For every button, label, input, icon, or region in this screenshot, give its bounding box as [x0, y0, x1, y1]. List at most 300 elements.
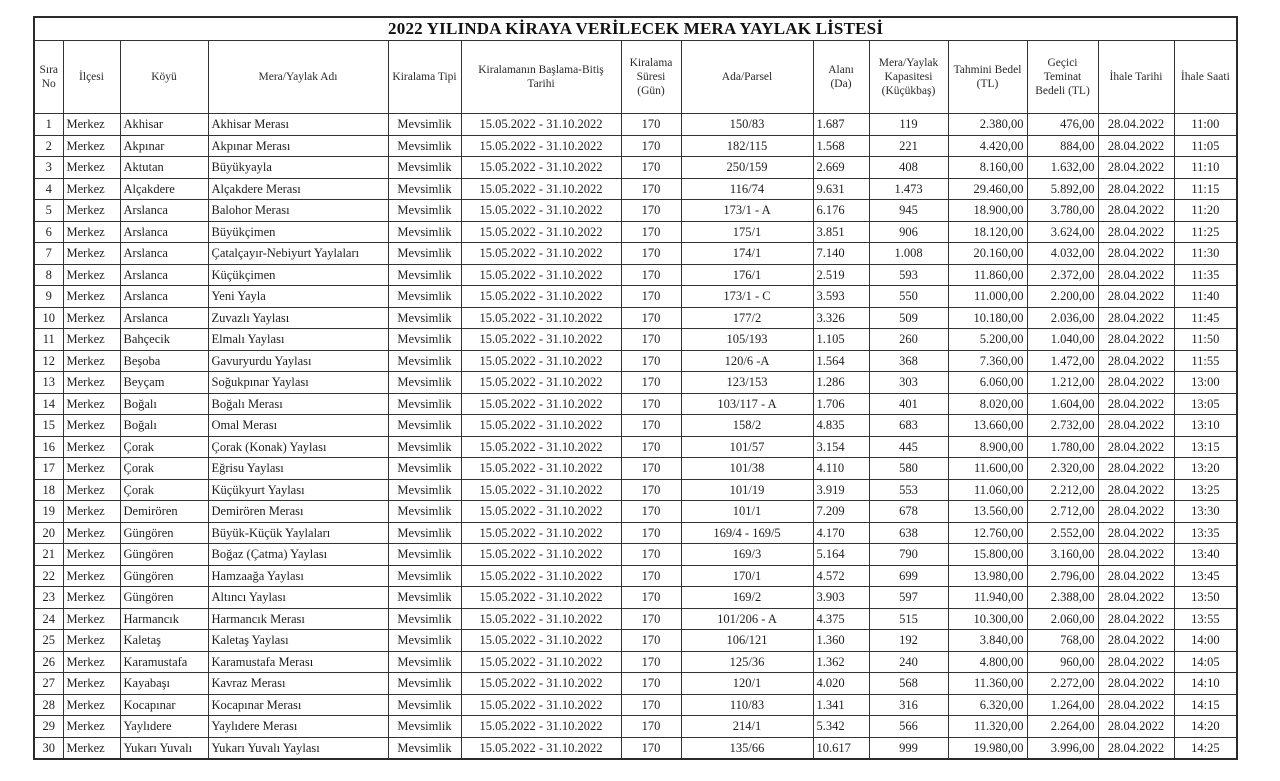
- cell-tarih-araligi: 15.05.2022 - 31.10.2022: [461, 651, 621, 673]
- cell-mera-adi: Akhisar Merası: [208, 114, 388, 136]
- cell-koyu: Beşoba: [120, 350, 208, 372]
- cell-kiralama-suresi: 170: [621, 178, 681, 200]
- cell-sira-no: 11: [34, 329, 63, 351]
- cell-kiralama-suresi: 170: [621, 415, 681, 437]
- table-row: [34, 307, 1237, 329]
- cell-ada-parsel: 120/6 -A: [681, 350, 813, 372]
- cell-ilcesi: Merkez: [63, 436, 120, 458]
- header-col-kiralama-suresi: Kiralama Süresi (Gün): [621, 41, 681, 114]
- cell-ihale-saati: 14:00: [1174, 630, 1237, 652]
- cell-mera-adi: Karamustafa Merası: [208, 651, 388, 673]
- cell-ihale-saati: 11:30: [1174, 243, 1237, 265]
- header-col-gecici-teminat: Geçici Teminat Bedeli (TL): [1027, 41, 1098, 114]
- cell-tarih-araligi: 15.05.2022 - 31.10.2022: [461, 716, 621, 738]
- cell-ihale-saati: 11:10: [1174, 157, 1237, 179]
- cell-tarih-araligi: 15.05.2022 - 31.10.2022: [461, 200, 621, 222]
- cell-sira-no: 19: [34, 501, 63, 523]
- cell-kapasite: 192: [869, 630, 948, 652]
- table-row: [34, 458, 1237, 480]
- cell-ilcesi: Merkez: [63, 350, 120, 372]
- table-row: [34, 694, 1237, 716]
- cell-ihale-tarihi: 28.04.2022: [1098, 393, 1174, 415]
- table-row: [34, 286, 1237, 308]
- cell-sira-no: 4: [34, 178, 63, 200]
- cell-alani: 3.903: [813, 587, 869, 609]
- cell-alani: 1.105: [813, 329, 869, 351]
- cell-mera-adi: Gavuryurdu Yaylası: [208, 350, 388, 372]
- cell-koyu: Arslanca: [120, 200, 208, 222]
- cell-ilcesi: Merkez: [63, 694, 120, 716]
- cell-tahmini-bedel: 10.300,00: [948, 608, 1027, 630]
- cell-ilcesi: Merkez: [63, 737, 120, 759]
- cell-sira-no: 21: [34, 544, 63, 566]
- cell-tahmini-bedel: 11.600,00: [948, 458, 1027, 480]
- cell-ada-parsel: 182/115: [681, 135, 813, 157]
- cell-ada-parsel: 101/57: [681, 436, 813, 458]
- cell-kiralama-suresi: 170: [621, 737, 681, 759]
- cell-tahmini-bedel: 13.660,00: [948, 415, 1027, 437]
- cell-gecici-teminat: 4.032,00: [1027, 243, 1098, 265]
- cell-sira-no: 14: [34, 393, 63, 415]
- cell-koyu: Alçakdere: [120, 178, 208, 200]
- cell-koyu: Güngören: [120, 565, 208, 587]
- cell-ada-parsel: 101/19: [681, 479, 813, 501]
- cell-alani: 3.593: [813, 286, 869, 308]
- cell-sira-no: 12: [34, 350, 63, 372]
- cell-ilcesi: Merkez: [63, 135, 120, 157]
- cell-ada-parsel: 150/83: [681, 114, 813, 136]
- cell-tahmini-bedel: 3.840,00: [948, 630, 1027, 652]
- cell-ihale-tarihi: 28.04.2022: [1098, 458, 1174, 480]
- cell-kapasite: 550: [869, 286, 948, 308]
- cell-sira-no: 22: [34, 565, 63, 587]
- cell-koyu: Çorak: [120, 458, 208, 480]
- cell-ihale-tarihi: 28.04.2022: [1098, 651, 1174, 673]
- cell-kiralama-tipi: Mevsimlik: [388, 243, 461, 265]
- cell-tarih-araligi: 15.05.2022 - 31.10.2022: [461, 393, 621, 415]
- cell-mera-adi: Yaylıdere Merası: [208, 716, 388, 738]
- header-col-koyu: Köyü: [120, 41, 208, 114]
- cell-ihale-saati: 14:15: [1174, 694, 1237, 716]
- cell-kiralama-tipi: Mevsimlik: [388, 544, 461, 566]
- cell-ihale-saati: 11:55: [1174, 350, 1237, 372]
- cell-ihale-saati: 13:00: [1174, 372, 1237, 394]
- cell-ihale-tarihi: 28.04.2022: [1098, 178, 1174, 200]
- cell-alani: 4.375: [813, 608, 869, 630]
- cell-gecici-teminat: 2.320,00: [1027, 458, 1098, 480]
- cell-gecici-teminat: 960,00: [1027, 651, 1098, 673]
- cell-ada-parsel: 110/83: [681, 694, 813, 716]
- header-col-ihale-saati: İhale Saati: [1174, 41, 1237, 114]
- cell-tarih-araligi: 15.05.2022 - 31.10.2022: [461, 694, 621, 716]
- cell-gecici-teminat: 1.472,00: [1027, 350, 1098, 372]
- cell-kiralama-tipi: Mevsimlik: [388, 329, 461, 351]
- cell-gecici-teminat: 1.780,00: [1027, 436, 1098, 458]
- cell-ada-parsel: 158/2: [681, 415, 813, 437]
- cell-mera-adi: Akpınar Merası: [208, 135, 388, 157]
- table-row: [34, 673, 1237, 695]
- header-col-kiralama-tipi: Kiralama Tipi: [388, 41, 461, 114]
- cell-ada-parsel: 120/1: [681, 673, 813, 695]
- cell-kiralama-tipi: Mevsimlik: [388, 458, 461, 480]
- cell-sira-no: 5: [34, 200, 63, 222]
- cell-ada-parsel: 170/1: [681, 565, 813, 587]
- cell-ihale-saati: 13:20: [1174, 458, 1237, 480]
- cell-mera-adi: Demirören Merası: [208, 501, 388, 523]
- cell-ada-parsel: 123/153: [681, 372, 813, 394]
- cell-tahmini-bedel: 7.360,00: [948, 350, 1027, 372]
- table-row: [34, 565, 1237, 587]
- cell-kiralama-suresi: 170: [621, 694, 681, 716]
- cell-mera-adi: Altıncı Yaylası: [208, 587, 388, 609]
- cell-alani: 1.687: [813, 114, 869, 136]
- cell-kapasite: 260: [869, 329, 948, 351]
- cell-ada-parsel: 116/74: [681, 178, 813, 200]
- cell-ihale-tarihi: 28.04.2022: [1098, 415, 1174, 437]
- cell-kiralama-suresi: 170: [621, 522, 681, 544]
- cell-kiralama-suresi: 170: [621, 630, 681, 652]
- cell-ihale-saati: 13:55: [1174, 608, 1237, 630]
- cell-mera-adi: Boğalı Merası: [208, 393, 388, 415]
- cell-alani: 1.362: [813, 651, 869, 673]
- cell-ilcesi: Merkez: [63, 587, 120, 609]
- cell-kiralama-suresi: 170: [621, 458, 681, 480]
- cell-tahmini-bedel: 8.900,00: [948, 436, 1027, 458]
- cell-kiralama-suresi: 170: [621, 501, 681, 523]
- cell-tarih-araligi: 15.05.2022 - 31.10.2022: [461, 436, 621, 458]
- table-row: [34, 350, 1237, 372]
- cell-ilcesi: Merkez: [63, 458, 120, 480]
- cell-kapasite: 597: [869, 587, 948, 609]
- cell-ada-parsel: 169/2: [681, 587, 813, 609]
- cell-gecici-teminat: 2.552,00: [1027, 522, 1098, 544]
- cell-ada-parsel: 177/2: [681, 307, 813, 329]
- cell-kiralama-suresi: 170: [621, 544, 681, 566]
- cell-kiralama-suresi: 170: [621, 221, 681, 243]
- cell-ihale-tarihi: 28.04.2022: [1098, 221, 1174, 243]
- table-row: [34, 716, 1237, 738]
- cell-alani: 3.326: [813, 307, 869, 329]
- cell-tarih-araligi: 15.05.2022 - 31.10.2022: [461, 587, 621, 609]
- cell-gecici-teminat: 3.624,00: [1027, 221, 1098, 243]
- cell-ihale-tarihi: 28.04.2022: [1098, 565, 1174, 587]
- cell-alani: 7.209: [813, 501, 869, 523]
- cell-kapasite: 553: [869, 479, 948, 501]
- table-body: [34, 114, 1237, 760]
- cell-ihale-saati: 13:10: [1174, 415, 1237, 437]
- cell-alani: 1.706: [813, 393, 869, 415]
- cell-tarih-araligi: 15.05.2022 - 31.10.2022: [461, 630, 621, 652]
- cell-kiralama-suresi: 170: [621, 307, 681, 329]
- cell-ada-parsel: 174/1: [681, 243, 813, 265]
- cell-kapasite: 408: [869, 157, 948, 179]
- cell-kiralama-tipi: Mevsimlik: [388, 651, 461, 673]
- cell-mera-adi: Çatalçayır-Nebiyurt Yaylaları: [208, 243, 388, 265]
- cell-koyu: Güngören: [120, 587, 208, 609]
- cell-alani: 1.564: [813, 350, 869, 372]
- cell-kiralama-tipi: Mevsimlik: [388, 716, 461, 738]
- cell-kiralama-suresi: 170: [621, 329, 681, 351]
- table-row: [34, 544, 1237, 566]
- cell-ada-parsel: 105/193: [681, 329, 813, 351]
- cell-kiralama-tipi: Mevsimlik: [388, 415, 461, 437]
- cell-mera-adi: Çorak (Konak) Yaylası: [208, 436, 388, 458]
- cell-ilcesi: Merkez: [63, 307, 120, 329]
- cell-tarih-araligi: 15.05.2022 - 31.10.2022: [461, 544, 621, 566]
- table-row: [34, 651, 1237, 673]
- cell-tahmini-bedel: 11.860,00: [948, 264, 1027, 286]
- cell-sira-no: 26: [34, 651, 63, 673]
- table-row: [34, 501, 1237, 523]
- table-row: [34, 135, 1237, 157]
- cell-ilcesi: Merkez: [63, 673, 120, 695]
- cell-kapasite: 999: [869, 737, 948, 759]
- cell-gecici-teminat: 476,00: [1027, 114, 1098, 136]
- cell-ihale-saati: 11:40: [1174, 286, 1237, 308]
- cell-gecici-teminat: 2.036,00: [1027, 307, 1098, 329]
- cell-kapasite: 593: [869, 264, 948, 286]
- cell-ihale-tarihi: 28.04.2022: [1098, 307, 1174, 329]
- cell-ilcesi: Merkez: [63, 608, 120, 630]
- cell-gecici-teminat: 2.264,00: [1027, 716, 1098, 738]
- cell-tarih-araligi: 15.05.2022 - 31.10.2022: [461, 415, 621, 437]
- table-row: [34, 372, 1237, 394]
- cell-tarih-araligi: 15.05.2022 - 31.10.2022: [461, 329, 621, 351]
- cell-koyu: Karamustafa: [120, 651, 208, 673]
- cell-koyu: Harmancık: [120, 608, 208, 630]
- cell-tarih-araligi: 15.05.2022 - 31.10.2022: [461, 673, 621, 695]
- cell-tarih-araligi: 15.05.2022 - 31.10.2022: [461, 221, 621, 243]
- cell-koyu: Akpınar: [120, 135, 208, 157]
- cell-ada-parsel: 103/117 - A: [681, 393, 813, 415]
- cell-alani: 5.164: [813, 544, 869, 566]
- cell-ihale-tarihi: 28.04.2022: [1098, 630, 1174, 652]
- cell-ihale-saati: 11:05: [1174, 135, 1237, 157]
- cell-mera-adi: Yukarı Yuvalı Yaylası: [208, 737, 388, 759]
- table-row: [34, 415, 1237, 437]
- table-row: [34, 221, 1237, 243]
- cell-sira-no: 10: [34, 307, 63, 329]
- table-row: [34, 436, 1237, 458]
- table-row: [34, 264, 1237, 286]
- cell-ihale-saati: 13:45: [1174, 565, 1237, 587]
- cell-kiralama-tipi: Mevsimlik: [388, 307, 461, 329]
- cell-tahmini-bedel: 18.900,00: [948, 200, 1027, 222]
- cell-alani: 3.851: [813, 221, 869, 243]
- cell-tarih-araligi: 15.05.2022 - 31.10.2022: [461, 135, 621, 157]
- cell-mera-adi: Balohor Merası: [208, 200, 388, 222]
- cell-kiralama-tipi: Mevsimlik: [388, 178, 461, 200]
- cell-ihale-saati: 13:40: [1174, 544, 1237, 566]
- cell-koyu: Bahçecik: [120, 329, 208, 351]
- cell-tarih-araligi: 15.05.2022 - 31.10.2022: [461, 501, 621, 523]
- header-col-tahmini-bedel: Tahmini Bedel (TL): [948, 41, 1027, 114]
- cell-ihale-tarihi: 28.04.2022: [1098, 200, 1174, 222]
- cell-gecici-teminat: 2.200,00: [1027, 286, 1098, 308]
- cell-alani: 3.154: [813, 436, 869, 458]
- cell-gecici-teminat: 3.160,00: [1027, 544, 1098, 566]
- header-col-ihale-tarihi: İhale Tarihi: [1098, 41, 1174, 114]
- cell-tarih-araligi: 15.05.2022 - 31.10.2022: [461, 157, 621, 179]
- pasture-lease-table: [33, 16, 1238, 760]
- cell-tahmini-bedel: 2.380,00: [948, 114, 1027, 136]
- cell-tarih-araligi: 15.05.2022 - 31.10.2022: [461, 372, 621, 394]
- cell-kapasite: 566: [869, 716, 948, 738]
- cell-ilcesi: Merkez: [63, 522, 120, 544]
- cell-mera-adi: Büyük-Küçük Yaylaları: [208, 522, 388, 544]
- cell-tarih-araligi: 15.05.2022 - 31.10.2022: [461, 350, 621, 372]
- cell-koyu: Güngören: [120, 522, 208, 544]
- cell-kiralama-tipi: Mevsimlik: [388, 608, 461, 630]
- cell-alani: 4.170: [813, 522, 869, 544]
- cell-sira-no: 1: [34, 114, 63, 136]
- cell-ada-parsel: 173/1 - C: [681, 286, 813, 308]
- cell-ihale-saati: 13:15: [1174, 436, 1237, 458]
- cell-gecici-teminat: 2.732,00: [1027, 415, 1098, 437]
- table-row: [34, 243, 1237, 265]
- cell-ada-parsel: 101/1: [681, 501, 813, 523]
- cell-ilcesi: Merkez: [63, 286, 120, 308]
- cell-koyu: Yukarı Yuvalı: [120, 737, 208, 759]
- cell-kiralama-suresi: 170: [621, 286, 681, 308]
- cell-ihale-tarihi: 28.04.2022: [1098, 479, 1174, 501]
- cell-ilcesi: Merkez: [63, 221, 120, 243]
- cell-ilcesi: Merkez: [63, 501, 120, 523]
- cell-kiralama-tipi: Mevsimlik: [388, 630, 461, 652]
- cell-ihale-tarihi: 28.04.2022: [1098, 350, 1174, 372]
- cell-kiralama-tipi: Mevsimlik: [388, 673, 461, 695]
- cell-gecici-teminat: 1.040,00: [1027, 329, 1098, 351]
- cell-sira-no: 29: [34, 716, 63, 738]
- cell-sira-no: 27: [34, 673, 63, 695]
- cell-ihale-saati: 13:35: [1174, 522, 1237, 544]
- cell-ihale-tarihi: 28.04.2022: [1098, 436, 1174, 458]
- cell-mera-adi: Küçükçimen: [208, 264, 388, 286]
- cell-sira-no: 13: [34, 372, 63, 394]
- cell-kapasite: 401: [869, 393, 948, 415]
- cell-alani: 1.341: [813, 694, 869, 716]
- cell-koyu: Çorak: [120, 436, 208, 458]
- table-row: [34, 587, 1237, 609]
- cell-gecici-teminat: 3.996,00: [1027, 737, 1098, 759]
- cell-ilcesi: Merkez: [63, 544, 120, 566]
- cell-alani: 1.286: [813, 372, 869, 394]
- cell-alani: 7.140: [813, 243, 869, 265]
- cell-gecici-teminat: 2.372,00: [1027, 264, 1098, 286]
- cell-sira-no: 20: [34, 522, 63, 544]
- cell-kiralama-suresi: 170: [621, 243, 681, 265]
- cell-tarih-araligi: 15.05.2022 - 31.10.2022: [461, 307, 621, 329]
- cell-gecici-teminat: 2.796,00: [1027, 565, 1098, 587]
- table-row: [34, 479, 1237, 501]
- table-row: [34, 630, 1237, 652]
- cell-ihale-saati: 11:50: [1174, 329, 1237, 351]
- cell-alani: 4.020: [813, 673, 869, 695]
- cell-tarih-araligi: 15.05.2022 - 31.10.2022: [461, 243, 621, 265]
- cell-sira-no: 28: [34, 694, 63, 716]
- cell-tahmini-bedel: 11.320,00: [948, 716, 1027, 738]
- cell-mera-adi: Elmalı Yaylası: [208, 329, 388, 351]
- table-row: [34, 522, 1237, 544]
- cell-ihale-saati: 11:45: [1174, 307, 1237, 329]
- cell-sira-no: 9: [34, 286, 63, 308]
- cell-kapasite: 368: [869, 350, 948, 372]
- cell-koyu: Arslanca: [120, 286, 208, 308]
- cell-ilcesi: Merkez: [63, 329, 120, 351]
- cell-ihale-tarihi: 28.04.2022: [1098, 264, 1174, 286]
- cell-gecici-teminat: 884,00: [1027, 135, 1098, 157]
- cell-kiralama-suresi: 170: [621, 587, 681, 609]
- cell-sira-no: 15: [34, 415, 63, 437]
- cell-alani: 2.519: [813, 264, 869, 286]
- cell-kiralama-suresi: 170: [621, 157, 681, 179]
- cell-tarih-araligi: 15.05.2022 - 31.10.2022: [461, 565, 621, 587]
- cell-kapasite: 515: [869, 608, 948, 630]
- cell-ihale-saati: 14:20: [1174, 716, 1237, 738]
- cell-kapasite: 445: [869, 436, 948, 458]
- cell-ihale-saati: 13:30: [1174, 501, 1237, 523]
- cell-kiralama-suresi: 170: [621, 114, 681, 136]
- cell-mera-adi: Küçükyurt Yaylası: [208, 479, 388, 501]
- cell-gecici-teminat: 2.060,00: [1027, 608, 1098, 630]
- cell-ihale-saati: 11:15: [1174, 178, 1237, 200]
- cell-alani: 10.617: [813, 737, 869, 759]
- cell-koyu: Arslanca: [120, 307, 208, 329]
- cell-ilcesi: Merkez: [63, 372, 120, 394]
- cell-tarih-araligi: 15.05.2022 - 31.10.2022: [461, 178, 621, 200]
- cell-mera-adi: Büyükyayla: [208, 157, 388, 179]
- cell-kiralama-suresi: 170: [621, 350, 681, 372]
- cell-tahmini-bedel: 11.940,00: [948, 587, 1027, 609]
- cell-ihale-tarihi: 28.04.2022: [1098, 716, 1174, 738]
- cell-ilcesi: Merkez: [63, 114, 120, 136]
- cell-kiralama-suresi: 170: [621, 716, 681, 738]
- cell-ihale-saati: 11:35: [1174, 264, 1237, 286]
- cell-kiralama-suresi: 170: [621, 393, 681, 415]
- cell-koyu: Aktutan: [120, 157, 208, 179]
- cell-ilcesi: Merkez: [63, 200, 120, 222]
- cell-kiralama-tipi: Mevsimlik: [388, 114, 461, 136]
- cell-kiralama-tipi: Mevsimlik: [388, 200, 461, 222]
- cell-kapasite: 580: [869, 458, 948, 480]
- header-col-tarih-araligi: Kiralamanın Başlama-Bitiş Tarihi: [461, 41, 621, 114]
- cell-mera-adi: Zuvazlı Yaylası: [208, 307, 388, 329]
- cell-kiralama-tipi: Mevsimlik: [388, 694, 461, 716]
- cell-mera-adi: Kocapınar Merası: [208, 694, 388, 716]
- cell-sira-no: 17: [34, 458, 63, 480]
- header-col-sira-no: Sıra No: [34, 41, 63, 114]
- cell-tahmini-bedel: 5.200,00: [948, 329, 1027, 351]
- cell-ilcesi: Merkez: [63, 630, 120, 652]
- cell-tarih-araligi: 15.05.2022 - 31.10.2022: [461, 737, 621, 759]
- table-row: [34, 608, 1237, 630]
- table-title: 2022 YILINDA KİRAYA VERİLECEK MERA YAYLAK LİSTESİ: [34, 17, 1237, 41]
- cell-koyu: Beyçam: [120, 372, 208, 394]
- cell-sira-no: 6: [34, 221, 63, 243]
- cell-ada-parsel: 175/1: [681, 221, 813, 243]
- cell-alani: 4.572: [813, 565, 869, 587]
- cell-ada-parsel: 125/36: [681, 651, 813, 673]
- header-col-ilcesi: İlçesi: [63, 41, 120, 114]
- cell-ihale-saati: 14:10: [1174, 673, 1237, 695]
- cell-koyu: Kayabaşı: [120, 673, 208, 695]
- cell-alani: 4.110: [813, 458, 869, 480]
- cell-ihale-saati: 14:25: [1174, 737, 1237, 759]
- cell-ada-parsel: 250/159: [681, 157, 813, 179]
- cell-ihale-saati: 13:25: [1174, 479, 1237, 501]
- cell-koyu: Arslanca: [120, 243, 208, 265]
- cell-ilcesi: Merkez: [63, 716, 120, 738]
